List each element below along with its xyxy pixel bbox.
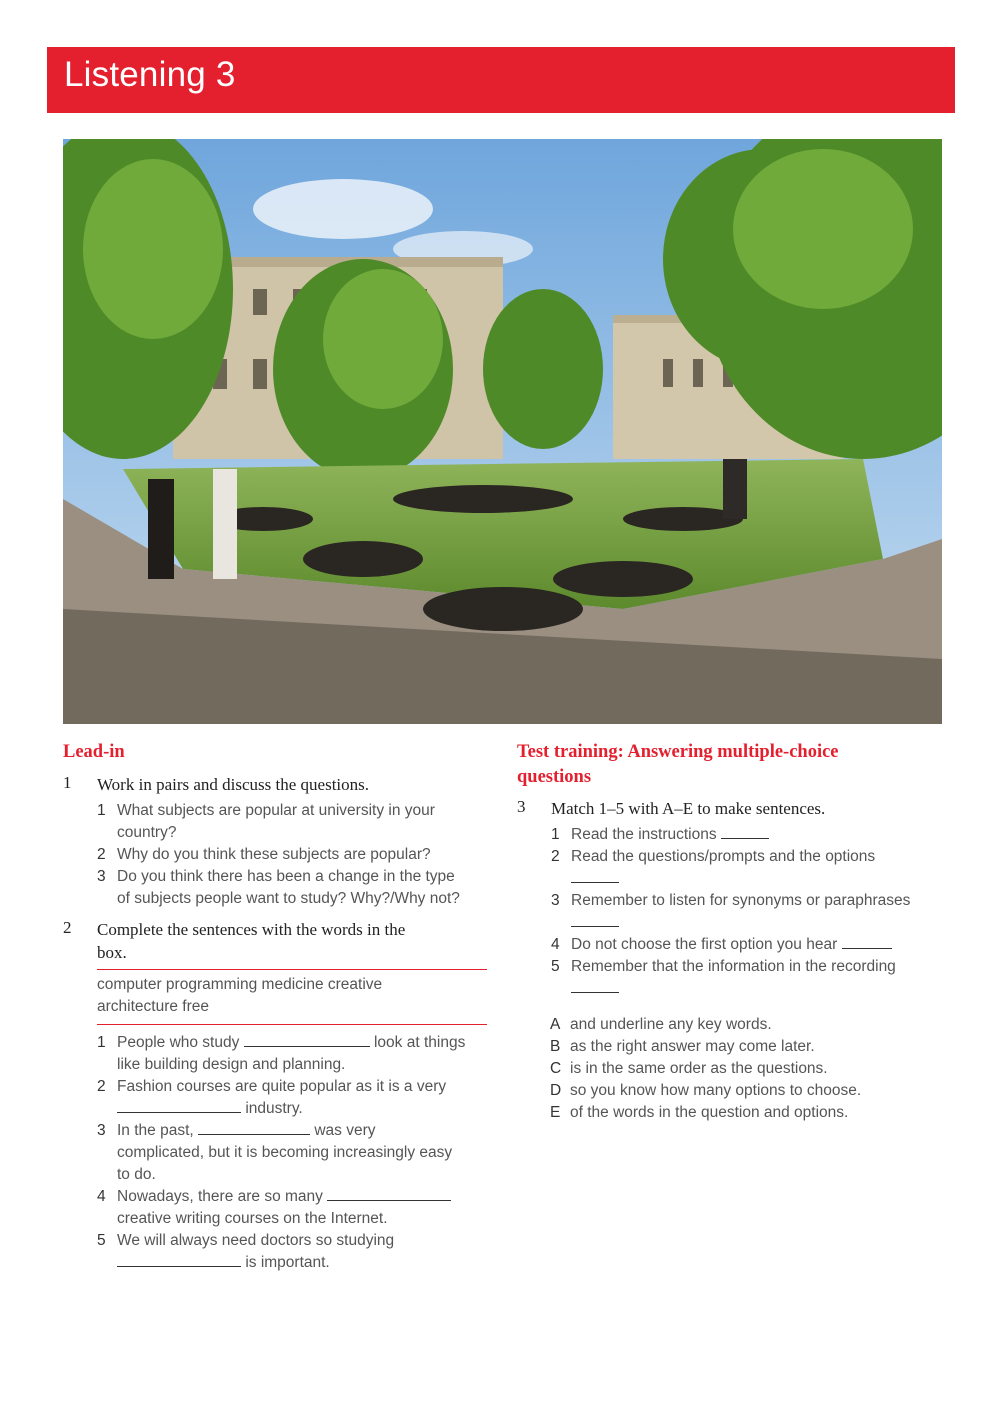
- answer-blank[interactable]: [244, 1032, 370, 1047]
- question-3-instruction: Match 1–5 with A–E to make sentences.: [551, 799, 826, 818]
- q2-sentence-4: 4 Nowadays, there are so many creative writing courses on the Internet.: [97, 1186, 497, 1230]
- answer-blank[interactable]: [842, 934, 892, 949]
- answer-blank[interactable]: [327, 1186, 451, 1201]
- word-box: [97, 969, 487, 1025]
- test-training-heading: Test training: Answering multiple-choice questions: [517, 742, 839, 787]
- campus-photo-illustration: [63, 139, 942, 724]
- campus-photo: [63, 139, 942, 724]
- answer-blank[interactable]: [198, 1120, 310, 1135]
- answer-blank[interactable]: [571, 912, 619, 927]
- q3-item-2: 2 Read the questions/prompts and the options: [551, 846, 951, 890]
- q2-sentence-1: 1 People who study look at things like building design and planning.: [97, 1034, 466, 1073]
- word-box-line-1: computer programming medicine creative: [97, 976, 383, 993]
- word-box-line-2: architecture free: [97, 998, 209, 1015]
- q3-item-1: 1 Read the instructions: [551, 824, 951, 846]
- q3-item-4: 4 Do not choose the first option you hear: [551, 934, 951, 956]
- question-1-number: 1: [63, 773, 72, 792]
- q2-sentence-2: 2 Fashion courses are quite popular as it is a very industry.: [97, 1078, 447, 1117]
- answer-blank[interactable]: [117, 1252, 241, 1267]
- question-1-instruction: Work in pairs and discuss the questions.: [97, 775, 370, 794]
- q2-sentence-3: 3 In the past, was very complicated, but it is becoming increasingly easy to do.: [97, 1122, 453, 1183]
- q1-item-2: 2 Why do you think these subjects are popular?: [97, 846, 431, 863]
- title-banner: [47, 47, 955, 113]
- lead-in-heading: Lead-in: [63, 742, 125, 762]
- q2-sentence-5: 5 We will always need doctors so studying is important.: [97, 1232, 395, 1271]
- answer-blank[interactable]: [117, 1098, 241, 1113]
- answer-blank[interactable]: [571, 978, 619, 993]
- q3-item-3: 3 Remember to listen for synonyms or paraphrases: [551, 890, 951, 934]
- answer-blank[interactable]: [721, 824, 769, 839]
- question-2-instruction: Complete the sentences with the words in the box.: [97, 920, 406, 962]
- q3-item-5: 5 Remember that the information in the recording: [551, 956, 951, 1000]
- page-title: Listening 3: [64, 55, 236, 94]
- question-2-number: 2: [63, 918, 72, 937]
- answer-blank[interactable]: [571, 868, 619, 883]
- question-3-number: 3: [517, 797, 526, 816]
- q1-item-1: 1 What subjects are popular at university in your country?: [97, 802, 435, 841]
- q1-item-3: 3 Do you think there has been a change in the type of subjects people want to study? Why?/Why not?: [97, 868, 460, 907]
